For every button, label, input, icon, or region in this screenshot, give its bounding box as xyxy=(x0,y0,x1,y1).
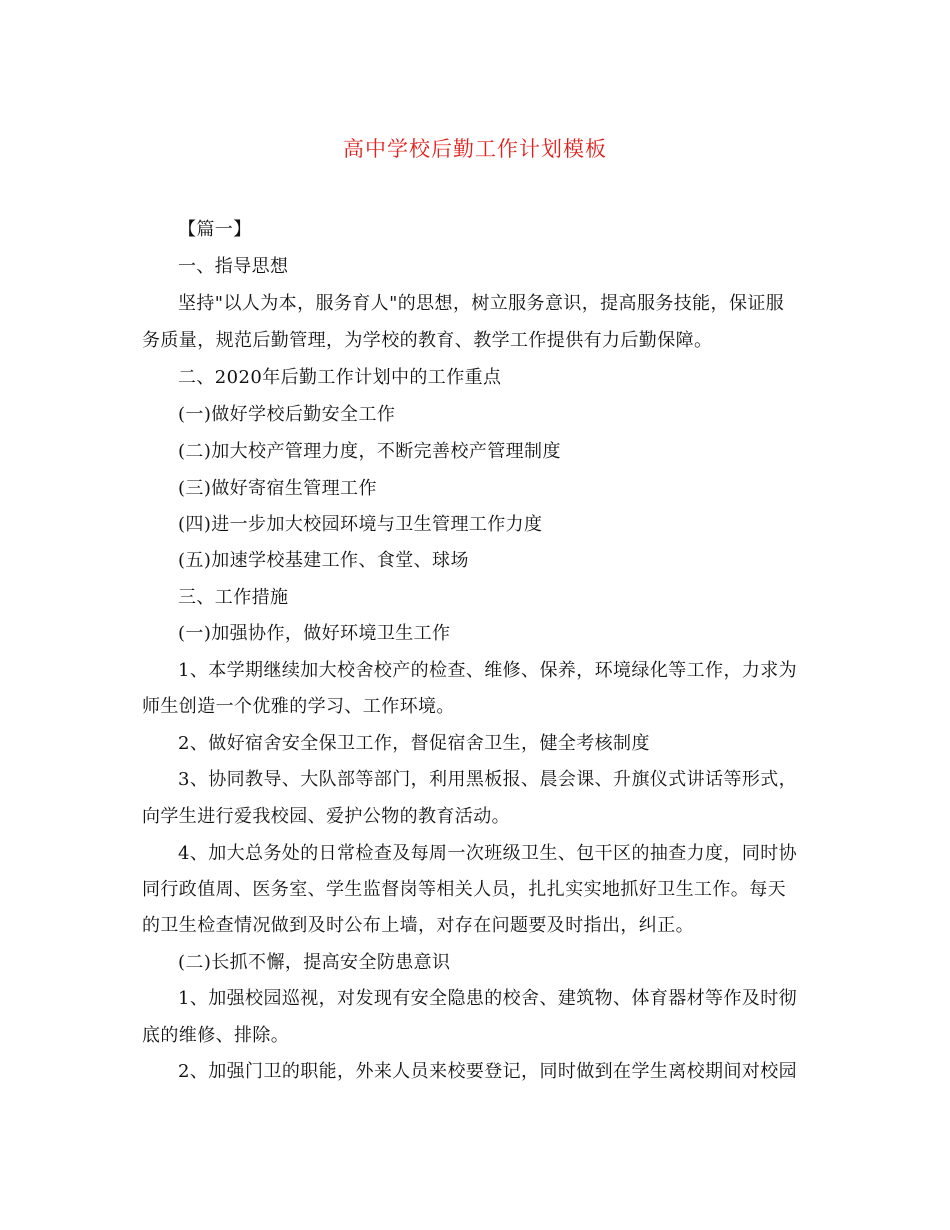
paragraph-line: 同行政值周、医务室、学生监督岗等相关人员，扎扎实实地抓好卫生工作。每天 xyxy=(142,879,786,900)
heading: 二、2020年后勤工作计划中的工作重点 xyxy=(178,367,502,388)
paragraph-line: 1、加强校园巡视，对发现有安全隐患的校舍、建筑物、体育器材等作及时彻 xyxy=(178,988,798,1009)
paragraph-line: 坚持"以人为本，服务育人"的思想，树立服务意识，提高服务技能，保证服 xyxy=(178,293,785,314)
subheading: (二)长抓不懈，提高安全防患意识 xyxy=(178,952,451,973)
list-item: (三)做好寄宿生管理工作 xyxy=(178,478,377,499)
section-heading: 【篇一】 xyxy=(178,219,252,240)
paragraph-line: 4、加大总务处的日常检查及每周一次班级卫生、包干区的抽查力度，同时协 xyxy=(178,843,798,864)
heading: 三、工作措施 xyxy=(178,587,289,608)
paragraph-line: 2、加强门卫的职能，外来人员来校要登记，同时做到在学生离校期间对校园 xyxy=(178,1061,798,1082)
subheading: (一)加强协作，做好环境卫生工作 xyxy=(178,623,451,644)
paragraph-line: 2、做好宿舍安全保卫工作，督促宿舍卫生，健全考核制度 xyxy=(178,733,650,754)
paragraph-line: 1、本学期继续加大校舍校产的检查、维修、保养，环境绿化等工作，力求为 xyxy=(178,660,798,681)
paragraph-line: 3、协同教导、大队部等部门，利用黑板报、晨会课、升旗仪式讲话等形式， xyxy=(178,769,798,790)
paragraph-line: 底的维修、排除。 xyxy=(142,1025,290,1046)
list-item: (五)加速学校基建工作、食堂、球场 xyxy=(178,550,469,571)
paragraph-line: 向学生进行爱我校园、爱护公物的教育活动。 xyxy=(142,806,510,827)
list-item: (二)加大校产管理力度，不断完善校产管理制度 xyxy=(178,441,561,462)
heading: 一、指导思想 xyxy=(178,256,289,277)
list-item: (一)做好学校后勤安全工作 xyxy=(178,404,396,425)
paragraph-line: 的卫生检查情况做到及时公布上墙，对存在问题要及时指出，纠正。 xyxy=(142,915,694,936)
list-item: (四)进一步加大校园环境与卫生管理工作力度 xyxy=(178,514,543,535)
paragraph-line: 师生创造一个优雅的学习、工作环境。 xyxy=(142,696,455,717)
document-title: 高中学校后勤工作计划模板 xyxy=(343,137,607,161)
paragraph-line: 务质量，规范后勤管理，为学校的教育、教学工作提供有力后勤保障。 xyxy=(142,330,713,351)
